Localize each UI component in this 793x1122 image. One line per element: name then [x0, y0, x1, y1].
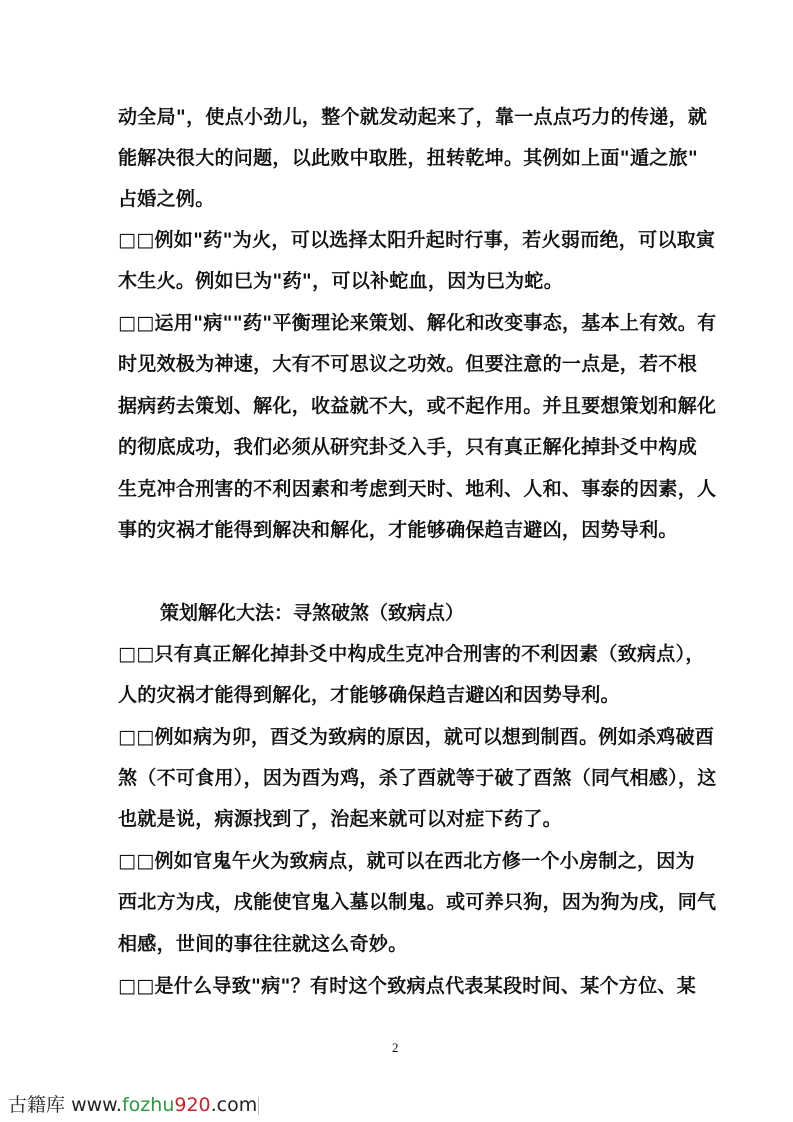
- text-line: 的彻底成功，我们必须从研究卦爻入手，只有真正解化掉卦爻中构成: [118, 436, 698, 458]
- text-line: □□运用"病""药"平衡理论来策划、解化和改变事态，基本上有效。有: [118, 312, 717, 334]
- section-heading: 策划解化大法：寻煞破煞（致病点）: [160, 602, 465, 624]
- text-line: □□只有真正解化掉卦爻中构成生克冲合刑害的不利因素（致病点），: [118, 643, 705, 665]
- footer-watermark: [8, 1090, 259, 1117]
- text-line: 据病药去策划、解化，收益就不大，或不起作用。并且要想策划和解化: [118, 395, 717, 417]
- footer-site-name: 古籍库: [8, 1094, 66, 1116]
- text-line: 事的灾祸才能得到解决和解化，才能够确保趋吉避凶，因势导利。: [118, 519, 678, 541]
- text-line: 占婚之例。: [118, 188, 215, 210]
- text-line: 木生火。例如巳为"药"，可以补蛇血，因为巳为蛇。: [118, 270, 563, 292]
- text-line: 动全局"，使点小劲儿，整个就发动起来了，靠一点点巧力的传递，就: [118, 106, 708, 128]
- text-line: 生克冲合刑害的不利因素和考虑到天时、地利、人和、事泰的因素，人: [118, 478, 717, 500]
- text-line: □□例如官鬼午火为致病点，就可以在西北方修一个小房制之，因为: [118, 850, 695, 872]
- text-line: 也就是说，病源找到了，治起来就可以对症下药了。: [118, 808, 562, 830]
- text-line: 能解决很大的问题，以此败中取胜，扭转乾坤。其例如上面"遁之旅": [118, 147, 699, 169]
- footer-url: www.fozhu920.com: [71, 1094, 258, 1116]
- text-line: 人的灾祸才能得到解化，才能够确保趋吉避凶和因势导利。: [118, 684, 620, 706]
- text-line: 煞（不可食用），因为酉为鸡，杀了酉就等于破了酉煞（同气相感），这: [118, 767, 717, 789]
- text-line: □□例如病为卯，酉爻为致病的原因，就可以想到制酉。例如杀鸡破酉: [118, 726, 715, 748]
- divider: [258, 1097, 259, 1115]
- page-number: 2: [392, 1040, 399, 1055]
- text-line: 西北方为戌，戌能使官鬼入墓以制鬼。或可养只狗，因为狗为戌，同气: [118, 891, 717, 913]
- text-line: □□例如"药"为火，可以选择太阳升起时行事，若火弱而绝，可以取寅: [118, 229, 716, 251]
- text-line: 时见效极为神速，大有不可思议之功效。但要注意的一点是，若不根: [118, 353, 698, 375]
- text-line: □□是什么导致"病"？有时这个致病点代表某段时间、某个方位、某: [118, 975, 697, 997]
- text-line: 相感，世间的事往往就这么奇妙。: [118, 933, 408, 955]
